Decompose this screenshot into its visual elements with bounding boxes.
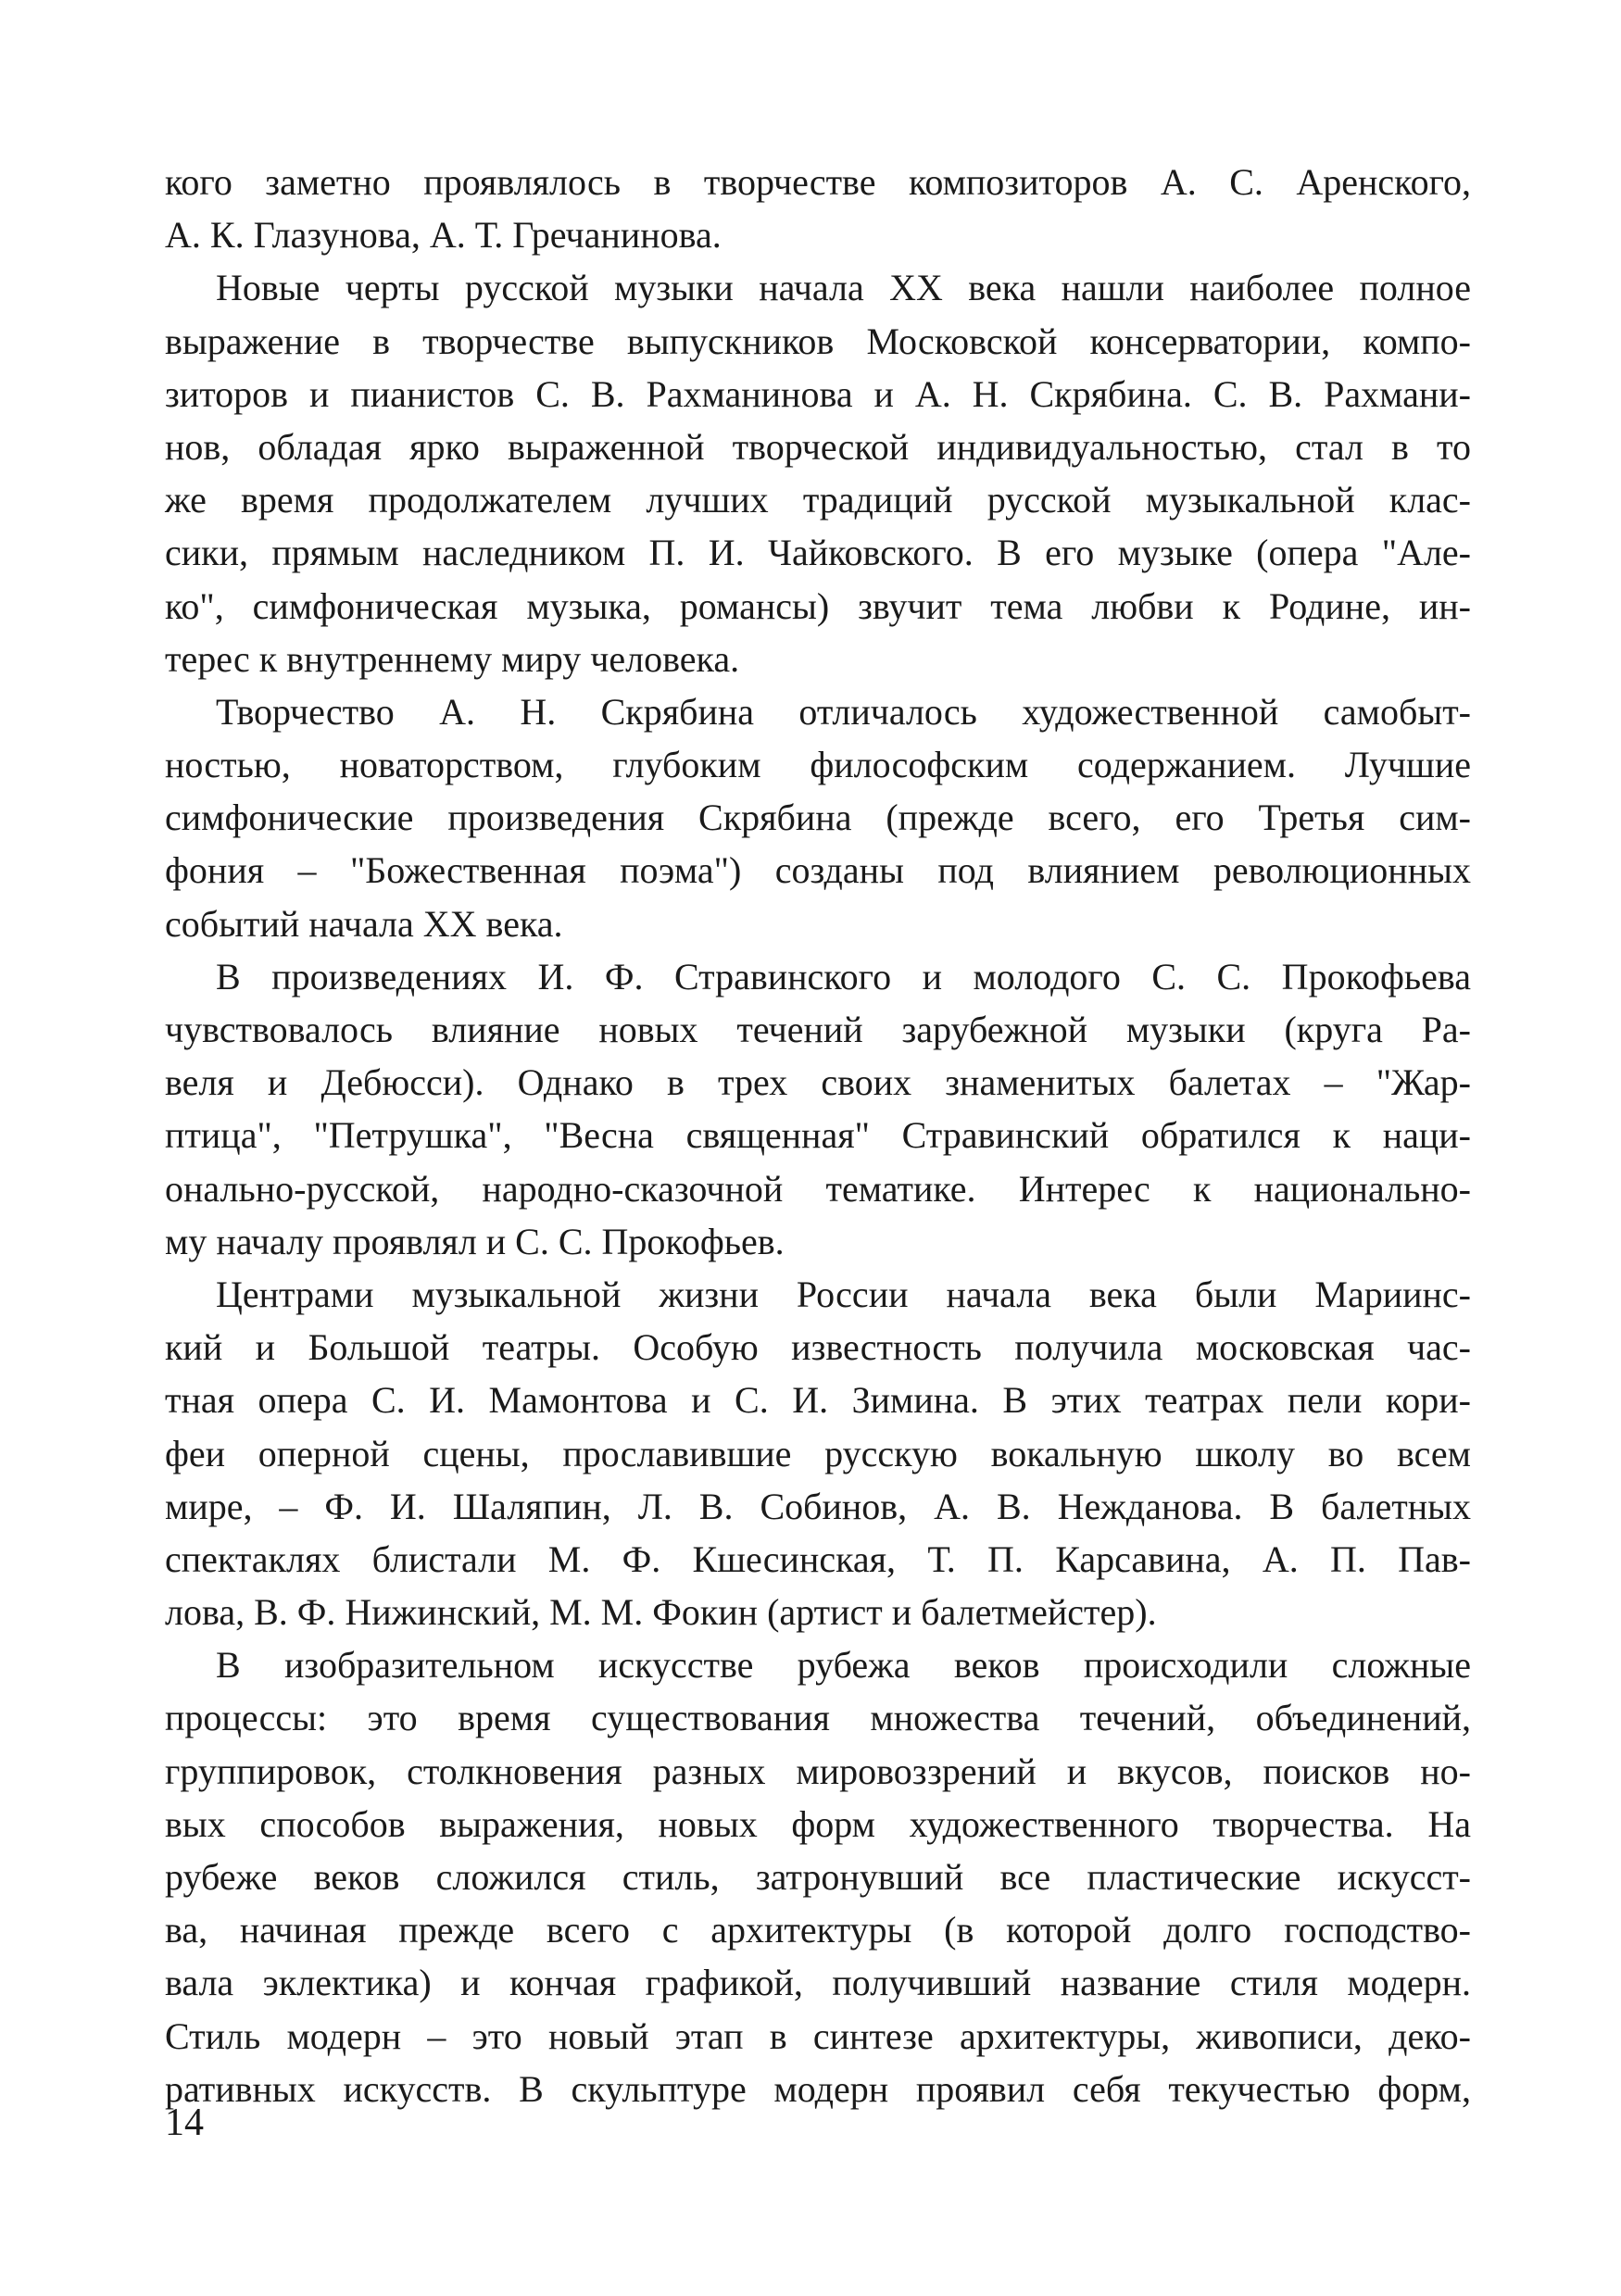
text-line: веля и Дебюсси). Однако в трех своих знаменитых балетах – "Жар- xyxy=(165,1061,1471,1104)
text-line: Стиль модерн – это новый этап в синтезе архитектуры, живописи, деко- xyxy=(165,2014,1471,2057)
text-line: процессы: это время существования множества течений, объединений, xyxy=(165,1697,1471,1739)
text-line: лова, В. Ф. Нижинский, М. М. Фокин (артист и балетмейстер). xyxy=(165,1591,1157,1634)
text-line: группировок, столкновения разных мировоззрений и вкусов, поисков но- xyxy=(165,1750,1471,1792)
text-line: кого заметно проявлялось в творчестве композиторов А. С. Аренского, xyxy=(165,161,1471,203)
text-line: ностью, новаторством, глубоким философским содержанием. Лучшие xyxy=(165,744,1471,786)
text-line: зиторов и пианистов С. В. Рахманинова и А. Н. Скрябина. С. В. Рахмани- xyxy=(165,372,1471,415)
body-text xyxy=(165,156,1471,2115)
text-line: терес к внутреннему миру человека. xyxy=(165,637,740,680)
paragraph xyxy=(165,261,1471,685)
text-line: вых способов выражения, новых форм художественного творчества. На xyxy=(165,1802,1471,1845)
text-line: чувствовалось влияние новых течений зарубежной музыки (круга Ра- xyxy=(165,1009,1471,1050)
text-line: рубеже веков сложился стиль, затронувший все пластические искусст- xyxy=(165,1856,1471,1898)
paragraph xyxy=(165,156,1471,261)
text-line: симфонические произведения Скрябина (прежде всего, его Третья сим- xyxy=(165,797,1471,839)
text-line: вала эклектика) и кончая графикой, получивший название стиля модерн. xyxy=(165,1962,1471,2004)
text-line: птица", "Петрушка", "Весна священная" Стравинский обратился к наци- xyxy=(165,1114,1471,1157)
text-line: Новые черты русской музыки начала XX века нашли наиболее полное xyxy=(216,267,1471,309)
text-line: же время продолжателем лучших традиций русской музыкальной клас- xyxy=(165,479,1471,521)
text-line: событий начала XX века. xyxy=(165,902,563,945)
text-line: ва, начиная прежде всего с архитектуры (в которой долго господство- xyxy=(165,1909,1471,1951)
text-line: А. К. Глазунова, А. Т. Гречанинова. xyxy=(165,214,722,257)
text-line: ко", симфоническая музыка, романсы) звучит тема любви к Родине, ин- xyxy=(165,584,1471,627)
paragraph xyxy=(165,685,1471,950)
paragraph xyxy=(165,1638,1471,2115)
page-number: 14 xyxy=(165,2102,204,2144)
text-line: Творчество А. Н. Скрябина отличалось художественной самобыт- xyxy=(216,690,1471,733)
text-line: сики, прямым наследником П. И. Чайковского. В его музыке (опера "Але- xyxy=(165,532,1471,574)
text-line: мире, – Ф. И. Шаляпин, Л. В. Собинов, А. В. Нежданова. В балетных xyxy=(165,1485,1471,1527)
text-line: му началу проявлял и С. С. Прокофьев. xyxy=(165,1220,785,1262)
text-line: кий и Большой театры. Особую известность получила московская час- xyxy=(165,1326,1471,1369)
text-line: спектаклях блистали М. Ф. Кшесинская, Т. П. Карсавина, А. П. Пав- xyxy=(165,1537,1471,1580)
paragraph xyxy=(165,950,1471,1268)
text-line: выражение в творчестве выпускников Московской консерватории, компо- xyxy=(165,320,1471,362)
text-line: онально-русской, народно-сказочной тематике. Интерес к национально- xyxy=(165,1167,1471,1210)
text-line: В изобразительном искусстве рубежа веков происходили сложные xyxy=(216,1644,1471,1687)
text-line: В произведениях И. Ф. Стравинского и молодого С. С. Прокофьева xyxy=(216,955,1471,997)
text-line: тная опера С. И. Мамонтова и С. И. Зимина. В этих театрах пели кори- xyxy=(165,1379,1471,1422)
text-line: ративных искусств. В скульптуре модерн проявил себя текучестью форм, xyxy=(165,2067,1471,2110)
text-line: фония – "Божественная поэма") созданы под влиянием революционных xyxy=(165,849,1471,892)
text-line: нов, обладая ярко выраженной творческой индивидуальностью, стал в то xyxy=(165,425,1471,468)
text-line: Центрами музыкальной жизни России начала века были Мариинс- xyxy=(216,1273,1471,1315)
text-line: феи оперной сцены, прославившие русскую вокальную школу во всем xyxy=(165,1432,1471,1474)
paragraph xyxy=(165,1268,1471,1638)
